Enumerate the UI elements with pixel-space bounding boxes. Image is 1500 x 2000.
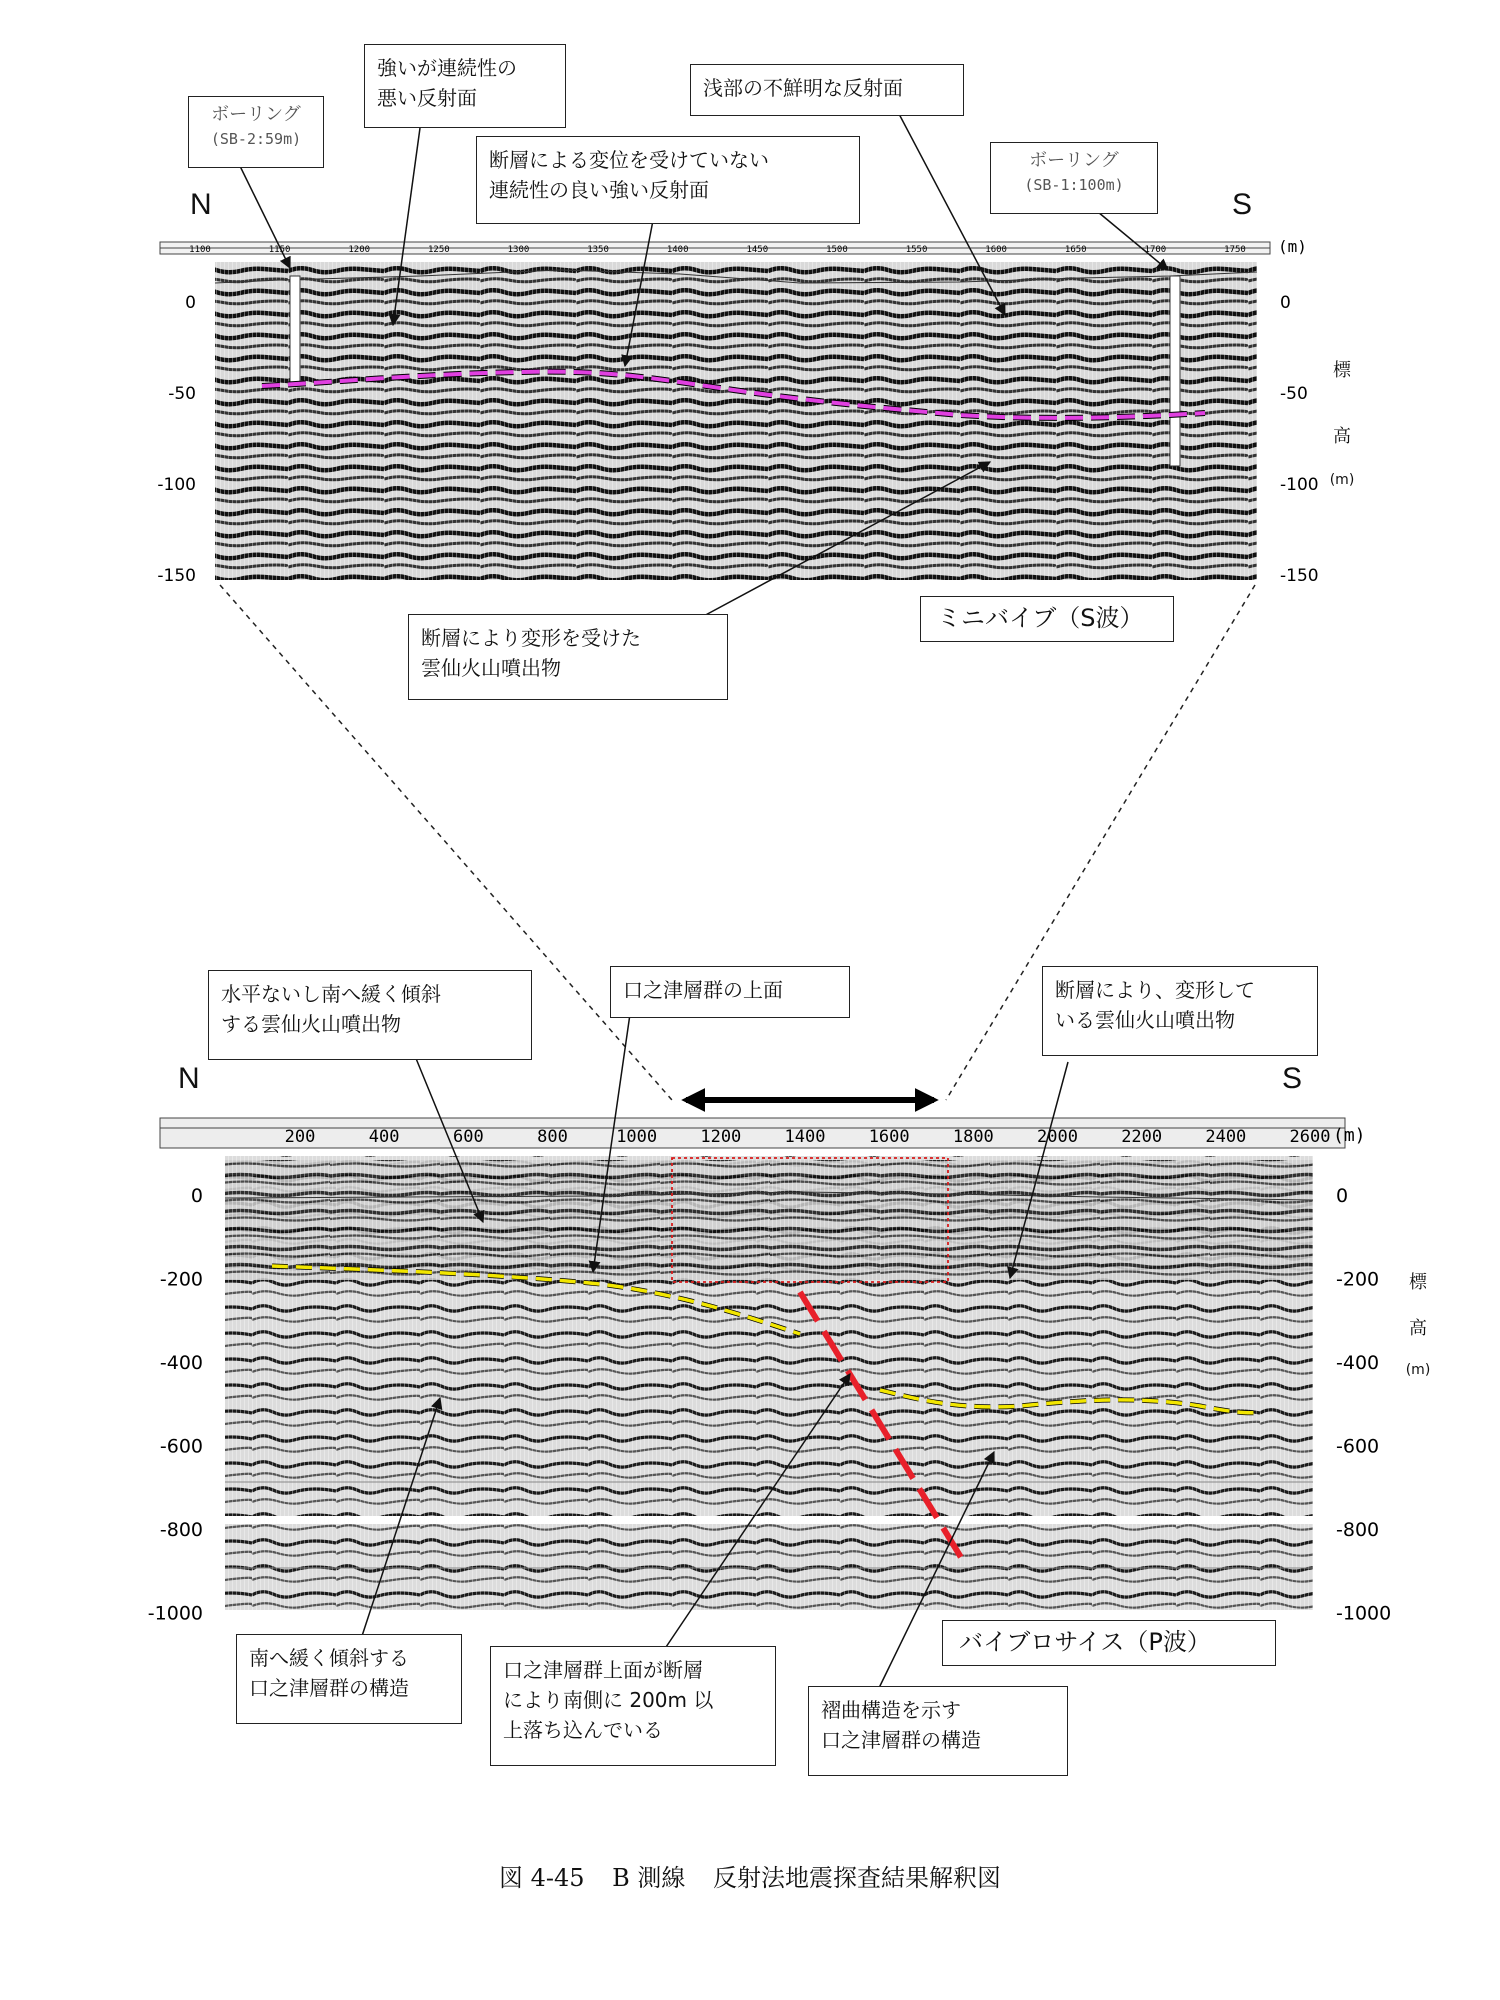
bottom-distance-tick-label: 400	[368, 1127, 400, 1147]
bottom-distance-tick-label: 1200	[700, 1127, 742, 1147]
callout-horizontal-unzen	[208, 970, 532, 1060]
bottom-axis-label-2: 高	[1409, 1318, 1427, 1339]
bottom-distance-tick-label: 200	[284, 1127, 316, 1147]
bottom-elevation-tick-right: -1000	[1336, 1602, 1392, 1625]
caption-figure-number: 図 4-45	[498, 1864, 585, 1892]
top-elevation-tick-left: -50	[168, 384, 196, 404]
bottom-elevation-tick-left: -200	[159, 1268, 203, 1291]
callout-deformed-unzen-top-line1: 断層により変形を受けた	[421, 626, 641, 650]
callout-deformed-unzen-bottom-line2: いる雲仙火山噴出物	[1055, 1008, 1235, 1032]
bottom-elevation-tick-left: -600	[159, 1435, 203, 1458]
top-north-label: N	[190, 188, 212, 221]
bottom-distance-tick-label: 2200	[1121, 1127, 1163, 1147]
bottom-elevation-tick-left: -400	[159, 1352, 203, 1374]
top-distance-tick-label: 1400	[666, 245, 689, 255]
boring-sb1-label	[990, 142, 1158, 214]
caption-title: 反射法地震探査結果解釈図	[713, 1864, 1002, 1892]
leader-boring-sb1	[1098, 212, 1168, 270]
bottom-elevation-tick-left: -800	[159, 1519, 203, 1541]
callout-dropped-200m	[490, 1646, 776, 1766]
bottom-panel	[148, 1014, 1391, 1690]
top-distance-tick-label: 1150	[268, 245, 291, 255]
callout-shallow-unclear-line1: 浅部の不鮮明な反射面	[703, 76, 903, 100]
top-south-label: S	[1232, 188, 1253, 221]
boring-sb1-line1: ボーリング	[1029, 150, 1119, 171]
top-distance-tick-label: 1250	[428, 245, 450, 255]
bottom-distance-tick-label: 600	[452, 1127, 484, 1147]
bottom-distance-tick-label: 2600	[1289, 1127, 1331, 1147]
top-axis-label-3: (m)	[1329, 472, 1355, 488]
bottom-distance-unit: (m)	[1333, 1125, 1366, 1146]
callout-shallow-unclear	[690, 64, 964, 116]
top-elevation-ticks-left	[157, 293, 196, 586]
callout-dropped-200m-line3: 上落ち込んでいる	[503, 1718, 663, 1742]
boring-sb2-line2: (SB-2:59m)	[210, 130, 302, 148]
bottom-distance-tick-label: 1400	[784, 1127, 826, 1147]
bottom-distance-tick-label: 800	[537, 1127, 568, 1147]
callout-deformed-unzen-top	[408, 614, 728, 700]
caption-survey-line: B 測線	[612, 1864, 686, 1892]
top-elevation-tick-right: 0	[1280, 293, 1291, 313]
callout-deformed-unzen-bottom-line1: 断層により、変形して	[1055, 978, 1255, 1002]
callout-kuchinotsu-top-line1: 口之津層群の上面	[623, 978, 783, 1002]
top-distance-tick-label: 1750	[1224, 245, 1246, 255]
callout-horizontal-unzen-line1: 水平ないし南へ緩く傾斜	[221, 982, 441, 1006]
callout-dropped-200m-line2: により南側に 200m 以	[503, 1688, 714, 1712]
top-distance-tick-label: 1350	[587, 245, 609, 255]
callout-fold-structure	[808, 1686, 1068, 1776]
top-elevation-ticks-right	[1280, 293, 1319, 586]
callout-horizontal-unzen-line2: する雲仙火山噴出物	[221, 1012, 401, 1036]
bottom-elevation-tick-right: -400	[1336, 1352, 1380, 1374]
callout-gently-south-line1: 南へ緩く傾斜する	[249, 1646, 409, 1670]
callout-undisplaced-line2: 連続性の良い強い反射面	[489, 178, 709, 202]
boring-sb2-line1: ボーリング	[211, 104, 301, 125]
bottom-axis-label-1: 標	[1409, 1272, 1427, 1293]
bottom-section-gap	[225, 1516, 1313, 1524]
callout-fold-structure-line2: 口之津層群の構造	[821, 1728, 981, 1752]
top-axis-label-1: 標	[1333, 360, 1351, 381]
bottom-distance-tick-label: 1800	[952, 1127, 994, 1147]
bottom-distance-bar	[160, 1118, 1345, 1148]
callout-undisplaced-line1: 断層による変位を受けていない	[489, 148, 769, 172]
callout-weak-continuity-line2: 悪い反射面	[377, 86, 477, 110]
boring-sb2-bar	[290, 276, 300, 384]
callout-gently-south	[236, 1634, 462, 1724]
top-distance-tick-label: 1450	[746, 245, 769, 255]
bottom-elevation-tick-right: 0	[1336, 1185, 1349, 1207]
top-distance-tick-label: 1550	[905, 245, 928, 255]
top-elevation-tick-right: -100	[1280, 475, 1319, 495]
bottom-distance-tick-label: 2000	[1037, 1127, 1078, 1147]
top-distance-tick-label: 1300	[507, 245, 530, 255]
bottom-elevation-tick-left: 0	[190, 1185, 203, 1207]
bottom-distance-tick-label: 2400	[1205, 1127, 1247, 1147]
callout-fold-structure-line1: 褶曲構造を示す	[821, 1698, 961, 1722]
top-distance-tick-label: 1650	[1064, 245, 1087, 255]
callout-undisplaced	[476, 136, 860, 224]
top-method-label: ミニバイブ（S波）	[920, 596, 1174, 642]
bottom-axis-label-3: (m)	[1405, 1362, 1431, 1378]
top-axis-label-2: 高	[1333, 426, 1351, 447]
bottom-distance-tick-label: 1000	[616, 1127, 658, 1147]
top-elevation-tick-left: -150	[157, 566, 196, 586]
bottom-elevation-ticks-left	[148, 1185, 203, 1625]
bottom-elevation-tick-right: -800	[1336, 1519, 1380, 1541]
callout-deformed-unzen-top-line2: 雲仙火山噴出物	[421, 656, 561, 680]
bottom-elevation-tick-left: -1000	[147, 1602, 203, 1625]
bottom-distance-tick-label: 1600	[868, 1127, 910, 1147]
callout-weak-continuity-line1: 強いが連続性の	[377, 56, 517, 80]
top-elevation-tick-left: 0	[185, 293, 196, 313]
top-distance-tick-label: 1100	[189, 245, 211, 255]
bottom-elevation-tick-right: -600	[1336, 1435, 1380, 1458]
top-distance-tick-label: 1600	[985, 245, 1007, 255]
bottom-elevation-ticks-right	[1336, 1185, 1391, 1625]
figure-caption	[0, 1858, 1500, 1893]
callout-weak-continuity	[364, 44, 566, 128]
bottom-elevation-tick-right: -200	[1336, 1268, 1380, 1291]
boring-sb1-line2: (SB-1:100m)	[1024, 176, 1124, 194]
callout-gently-south-line2: 口之津層群の構造	[249, 1676, 409, 1700]
bottom-north-label: N	[178, 1062, 200, 1095]
top-elevation-tick-left: -100	[157, 475, 196, 495]
bottom-south-label: S	[1282, 1062, 1303, 1095]
top-distance-tick-label: 1500	[826, 245, 848, 255]
boring-sb1-bar	[1170, 276, 1180, 466]
top-distance-tick-label: 1200	[348, 245, 371, 255]
top-elevation-tick-right: -150	[1280, 566, 1319, 586]
top-elevation-tick-right: -50	[1280, 384, 1308, 404]
bottom-method-label: バイブロサイス（P波）	[942, 1620, 1276, 1666]
callout-deformed-unzen-bottom	[1042, 966, 1318, 1056]
top-distance-unit: (m)	[1278, 237, 1307, 256]
callout-dropped-200m-line1: 口之津層群上面が断層	[503, 1658, 703, 1682]
top-distance-tick-label: 1700	[1144, 245, 1167, 255]
callout-kuchinotsu-top	[610, 966, 850, 1018]
boring-sb2-label	[188, 96, 324, 168]
